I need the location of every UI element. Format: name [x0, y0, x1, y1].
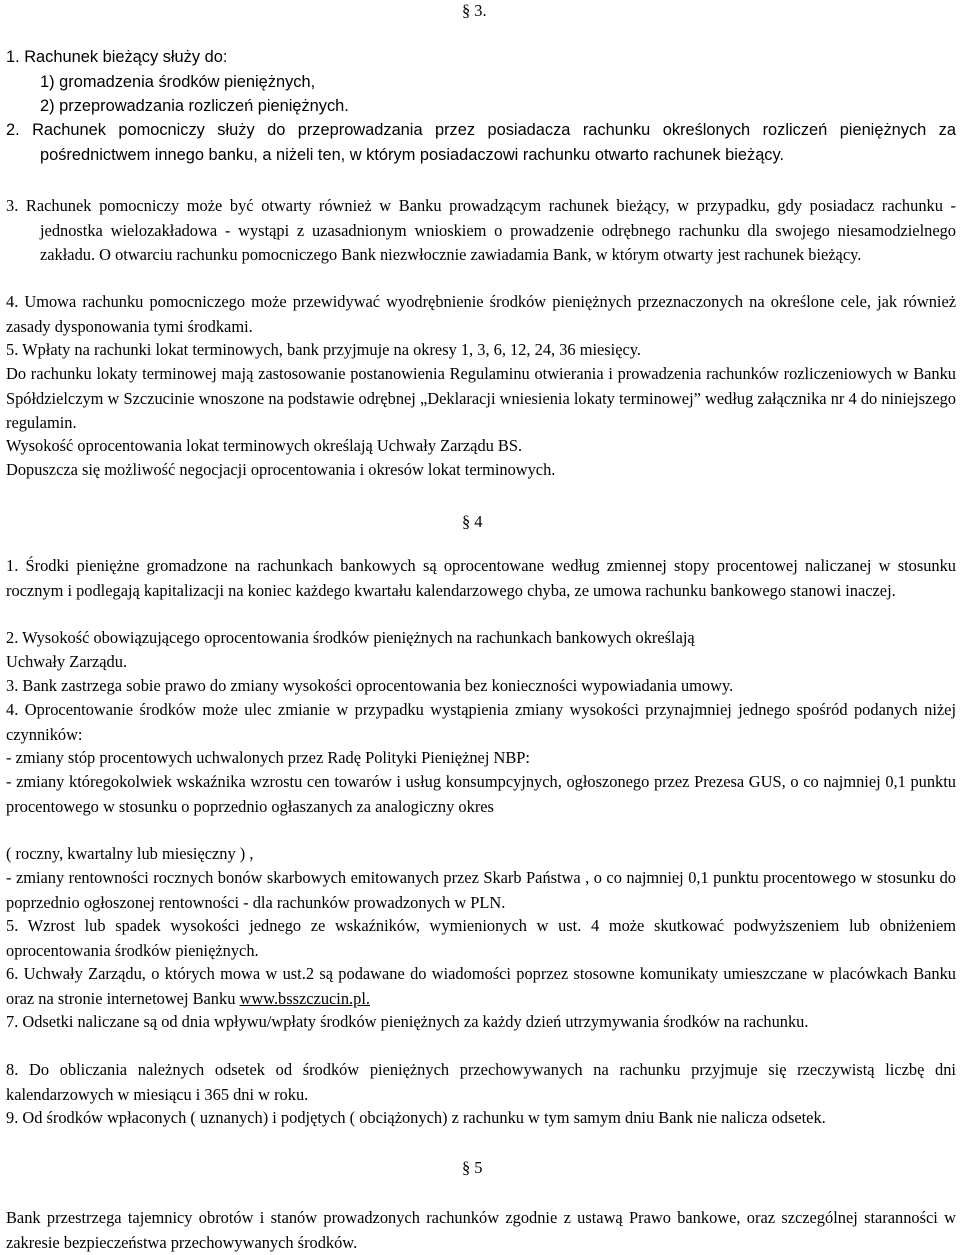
section-3-heading: § 3. — [462, 1, 487, 20]
s4-factor-2-cont: ( roczny, kwartalny lub miesięczny ) , — [6, 844, 254, 863]
s4-item-4: 4. Oprocentowanie środków może ulec zmianie w przypadku wystąpienia zmiany wysokości przynajmniej jednego spośród podanych niżej czynników: — [6, 700, 956, 744]
s4-factor-3: - zmiany rentowności rocznych bonów skarbowych emitowanych przez Skarb Państwa , o co najmniej 0,1 punktu procentowego w stosunku do poprzednio ogłoszonej rentowności - dla rachunków prowadzonych w PLN. — [6, 868, 956, 912]
s3-item-1: 1. Rachunek bieżący służy do: — [6, 48, 228, 66]
s4-item-1: 1. Środki pieniężne gromadzone na rachunkach bankowych są oprocentowane według zmiennej stopy procentowej naliczanej w stosunku rocznym i podlegają kapitalizacji na koniec każdego kwartału kalendarzowego chyba, ze umowa rachunku bankowego stanowi inaczej. — [6, 556, 956, 600]
s4-factor-2: - zmiany któregokolwiek wskaźnika wzrostu cen towarów i usług konsumpcyjnych, ogłoszonego przez Prezesa GUS, o co najmniej 0,1 punktu procentowego w stosunku o poprzednio ogłaszanych za analogiczny okres — [6, 772, 956, 816]
s3-item-3: 3. Rachunek pomocniczy może być otwarty również w Banku prowadzącym rachunek bieżący, w przypadku, gdy posiadacz rachunku - jednostka wielozakładowa - wystąpi z uzasadnionym wnioskiem o prowadzenie odrębnego rachunku dla swojego niesamodzielnego zakładu. O otwarciu rachunku pomocniczego Bank niezwłocznie zawiadamia Bank, w którym otwarty jest rachunek bieżący. — [6, 196, 956, 265]
s4-item-7: 7. Odsetki naliczane są od dnia wpływu/wpłaty środków pieniężnych za każdy dzień utrzymywania środków na rachunku. — [6, 1012, 809, 1031]
s3-item-1-sub-2: 2) przeprowadzania rozliczeń pieniężnych. — [40, 97, 349, 115]
s4-item-3: 3. Bank zastrzega sobie prawo do zmiany wysokości oprocentowania bez konieczności wypowiadania umowy. — [6, 676, 734, 695]
s3-item-2: 2. Rachunek pomocniczy służy do przeprowadzania przez posiadacza rachunku określonych rozliczeń pieniężnych za pośrednictwem innego banku, a niżeli ten, w którym posiadaczowi rachunku otwarto rachunek bieżący. — [6, 121, 956, 164]
s4-item-5: 5. Wzrost lub spadek wysokości jednego ze wskaźników, wymienionych w ust. 4 może skutkować podwyższeniem lub obniżeniem oprocentowania środków pieniężnych. — [6, 916, 956, 960]
s5-item-1: Bank przestrzega tajemnicy obrotów i stanów prowadzonych rachunków zgodnie z ustawą Prawo bankowe, oraz szczególnej staranności w zakresie bezpieczeństwa przechowywanych środków. — [6, 1208, 956, 1252]
s4-item-8: 8. Do obliczania należnych odsetek od środków pieniężnych przechowywanych na rachunku przyjmuje się rzeczywistą liczbę dni kalendarzowych w miesiącu i 365 dni w roku. — [6, 1060, 956, 1104]
s4-factor-1: - zmiany stóp procentowych uchwalonych przez Radę Polityki Pieniężnej NBP: — [6, 748, 530, 767]
s4-item-2: 2. Wysokość obowiązującego oprocentowania środków pieniężnych na rachunkach bankowych określają — [6, 628, 695, 647]
s3-deposit-rates: Wysokość oprocentowania lokat terminowych określają Uchwały Zarządu BS. — [6, 436, 523, 455]
s3-item-1-sub-1: 1) gromadzenia środków pieniężnych, — [40, 73, 316, 91]
s3-deposit-rules: Do rachunku lokaty terminowej mają zastosowanie postanowienia Regulaminu otwierania i prowadzenia rachunków rozliczeniowych w Banku Spółdzielczym w Szczucinie wnoszone na podstawie odrębnej „Deklaracji wniesienia lokaty terminowej” według załącznika nr 4 do niniejszego regulamin. — [6, 364, 956, 433]
s4-item-6 — [6, 962, 956, 1011]
s4-item-9: 9. Od środków wpłaconych ( uznanych) i podjętych ( obciążonych) z rachunku w tym samym dniu Bank nie nalicza odsetek. — [6, 1108, 826, 1127]
s3-deposit-negotiation: Dopuszcza się możliwość negocjacji oprocentowania i okresów lokat terminowych. — [6, 460, 556, 479]
section-4-heading: § 4 — [462, 512, 483, 531]
s4-item-6-text: 6. Uchwały Zarządu, o których mowa w ust.2 są podawane do wiadomości poprzez stosowne komunikaty umieszczane w placówkach Banku oraz na stronie internetowej Banku — [6, 964, 956, 1008]
s3-item-4: 4. Umowa rachunku pomocniczego może przewidywać wyodrębnienie środków pieniężnych przeznaczonych na określone cele, jak również zasady dysponowania tymi środkami. — [6, 292, 956, 336]
section-5-heading: § 5 — [462, 1158, 483, 1177]
s4-item-2-cont: Uchwały Zarządu. — [6, 652, 128, 671]
s3-item-5: 5. Wpłaty na rachunki lokat terminowych, bank przyjmuje na okresy 1, 3, 6, 12, 24, 36 miesięcy. — [6, 340, 641, 359]
bank-website-link[interactable]: www.bsszczucin.pl. — [239, 988, 370, 1008]
